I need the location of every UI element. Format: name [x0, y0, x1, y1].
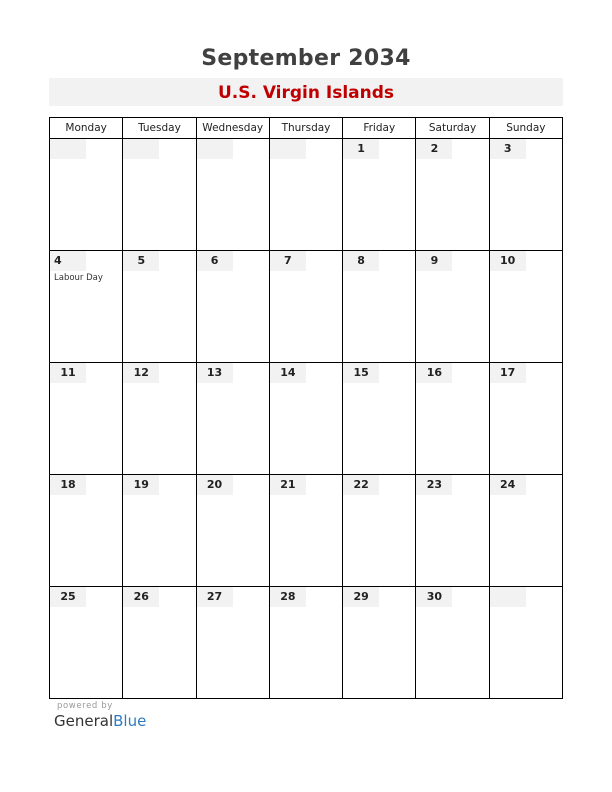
day-cell[interactable]	[196, 363, 269, 475]
day-number	[50, 139, 86, 159]
day-number: 1	[343, 139, 379, 159]
holiday-label: Labour Day	[54, 273, 103, 283]
day-cell[interactable]	[50, 139, 123, 251]
day-number: 22	[343, 475, 379, 495]
day-cell[interactable]	[489, 139, 562, 251]
day-number: 7	[270, 251, 306, 271]
day-number: 16	[416, 363, 452, 383]
day-cell[interactable]	[416, 363, 489, 475]
day-cell[interactable]	[196, 139, 269, 251]
weekday-tuesday: Tuesday	[123, 118, 196, 139]
day-cell[interactable]	[489, 587, 562, 699]
week-row	[50, 363, 563, 475]
region-banner	[49, 78, 563, 106]
day-number: 12	[123, 363, 159, 383]
day-number: 13	[197, 363, 233, 383]
day-number: 10	[490, 251, 526, 271]
day-number	[490, 587, 526, 607]
day-number: 30	[416, 587, 452, 607]
day-cell[interactable]	[343, 139, 416, 251]
day-number: 27	[197, 587, 233, 607]
day-cell[interactable]	[269, 363, 342, 475]
region-name: U.S. Virgin Islands	[217, 83, 395, 103]
week-row	[50, 475, 563, 587]
weekday-saturday: Saturday	[416, 118, 489, 139]
day-cell[interactable]	[196, 251, 269, 363]
day-number: 25	[50, 587, 86, 607]
day-cell[interactable]	[269, 139, 342, 251]
day-number	[197, 139, 233, 159]
brand-logo[interactable]	[54, 712, 146, 730]
day-cell[interactable]	[416, 139, 489, 251]
day-cell[interactable]	[123, 475, 196, 587]
day-cell[interactable]	[489, 363, 562, 475]
day-number: 11	[50, 363, 86, 383]
day-cell[interactable]	[489, 475, 562, 587]
day-number	[123, 139, 159, 159]
day-cell[interactable]	[269, 587, 342, 699]
powered-by-label: powered by	[57, 701, 113, 711]
day-number: 28	[270, 587, 306, 607]
day-cell[interactable]	[343, 251, 416, 363]
day-number: 8	[343, 251, 379, 271]
day-number: 20	[197, 475, 233, 495]
weekday-friday: Friday	[343, 118, 416, 139]
calendar-grid	[49, 117, 563, 699]
weekday-thursday: Thursday	[269, 118, 342, 139]
day-cell[interactable]	[489, 251, 562, 363]
day-cell[interactable]	[416, 251, 489, 363]
day-number: 26	[123, 587, 159, 607]
day-cell[interactable]	[123, 139, 196, 251]
day-cell[interactable]	[196, 587, 269, 699]
page-title: September 2034	[201, 46, 411, 71]
day-number: 21	[270, 475, 306, 495]
day-cell[interactable]	[269, 475, 342, 587]
day-number: 6	[197, 251, 233, 271]
day-cell[interactable]	[196, 475, 269, 587]
day-cell[interactable]	[343, 587, 416, 699]
day-cell[interactable]	[416, 587, 489, 699]
weekday-header-row	[50, 118, 563, 139]
day-number: 17	[490, 363, 526, 383]
day-cell[interactable]	[343, 363, 416, 475]
day-number: 14	[270, 363, 306, 383]
day-cell[interactable]	[123, 587, 196, 699]
weekday-sunday: Sunday	[489, 118, 562, 139]
day-cell[interactable]	[343, 475, 416, 587]
day-cell[interactable]	[50, 587, 123, 699]
day-cell[interactable]	[269, 251, 342, 363]
day-cell[interactable]	[50, 251, 123, 363]
day-number: 29	[343, 587, 379, 607]
day-number: 18	[50, 475, 86, 495]
week-row	[50, 139, 563, 251]
day-cell[interactable]	[123, 251, 196, 363]
day-number: 24	[490, 475, 526, 495]
day-number: 9	[416, 251, 452, 271]
day-cell[interactable]	[416, 475, 489, 587]
weekday-monday: Monday	[50, 118, 123, 139]
day-number: 2	[416, 139, 452, 159]
day-number: 3	[490, 139, 526, 159]
day-number: 4	[50, 251, 86, 271]
brand-blue: Blue	[113, 712, 147, 730]
day-cell[interactable]	[123, 363, 196, 475]
day-number: 5	[123, 251, 159, 271]
week-row	[50, 251, 563, 363]
day-cell[interactable]	[50, 475, 123, 587]
day-number	[270, 139, 306, 159]
brand-general: General	[54, 712, 114, 730]
day-number: 15	[343, 363, 379, 383]
week-row	[50, 587, 563, 699]
day-number: 23	[416, 475, 452, 495]
weekday-wednesday: Wednesday	[196, 118, 269, 139]
day-cell[interactable]	[50, 363, 123, 475]
day-number: 19	[123, 475, 159, 495]
